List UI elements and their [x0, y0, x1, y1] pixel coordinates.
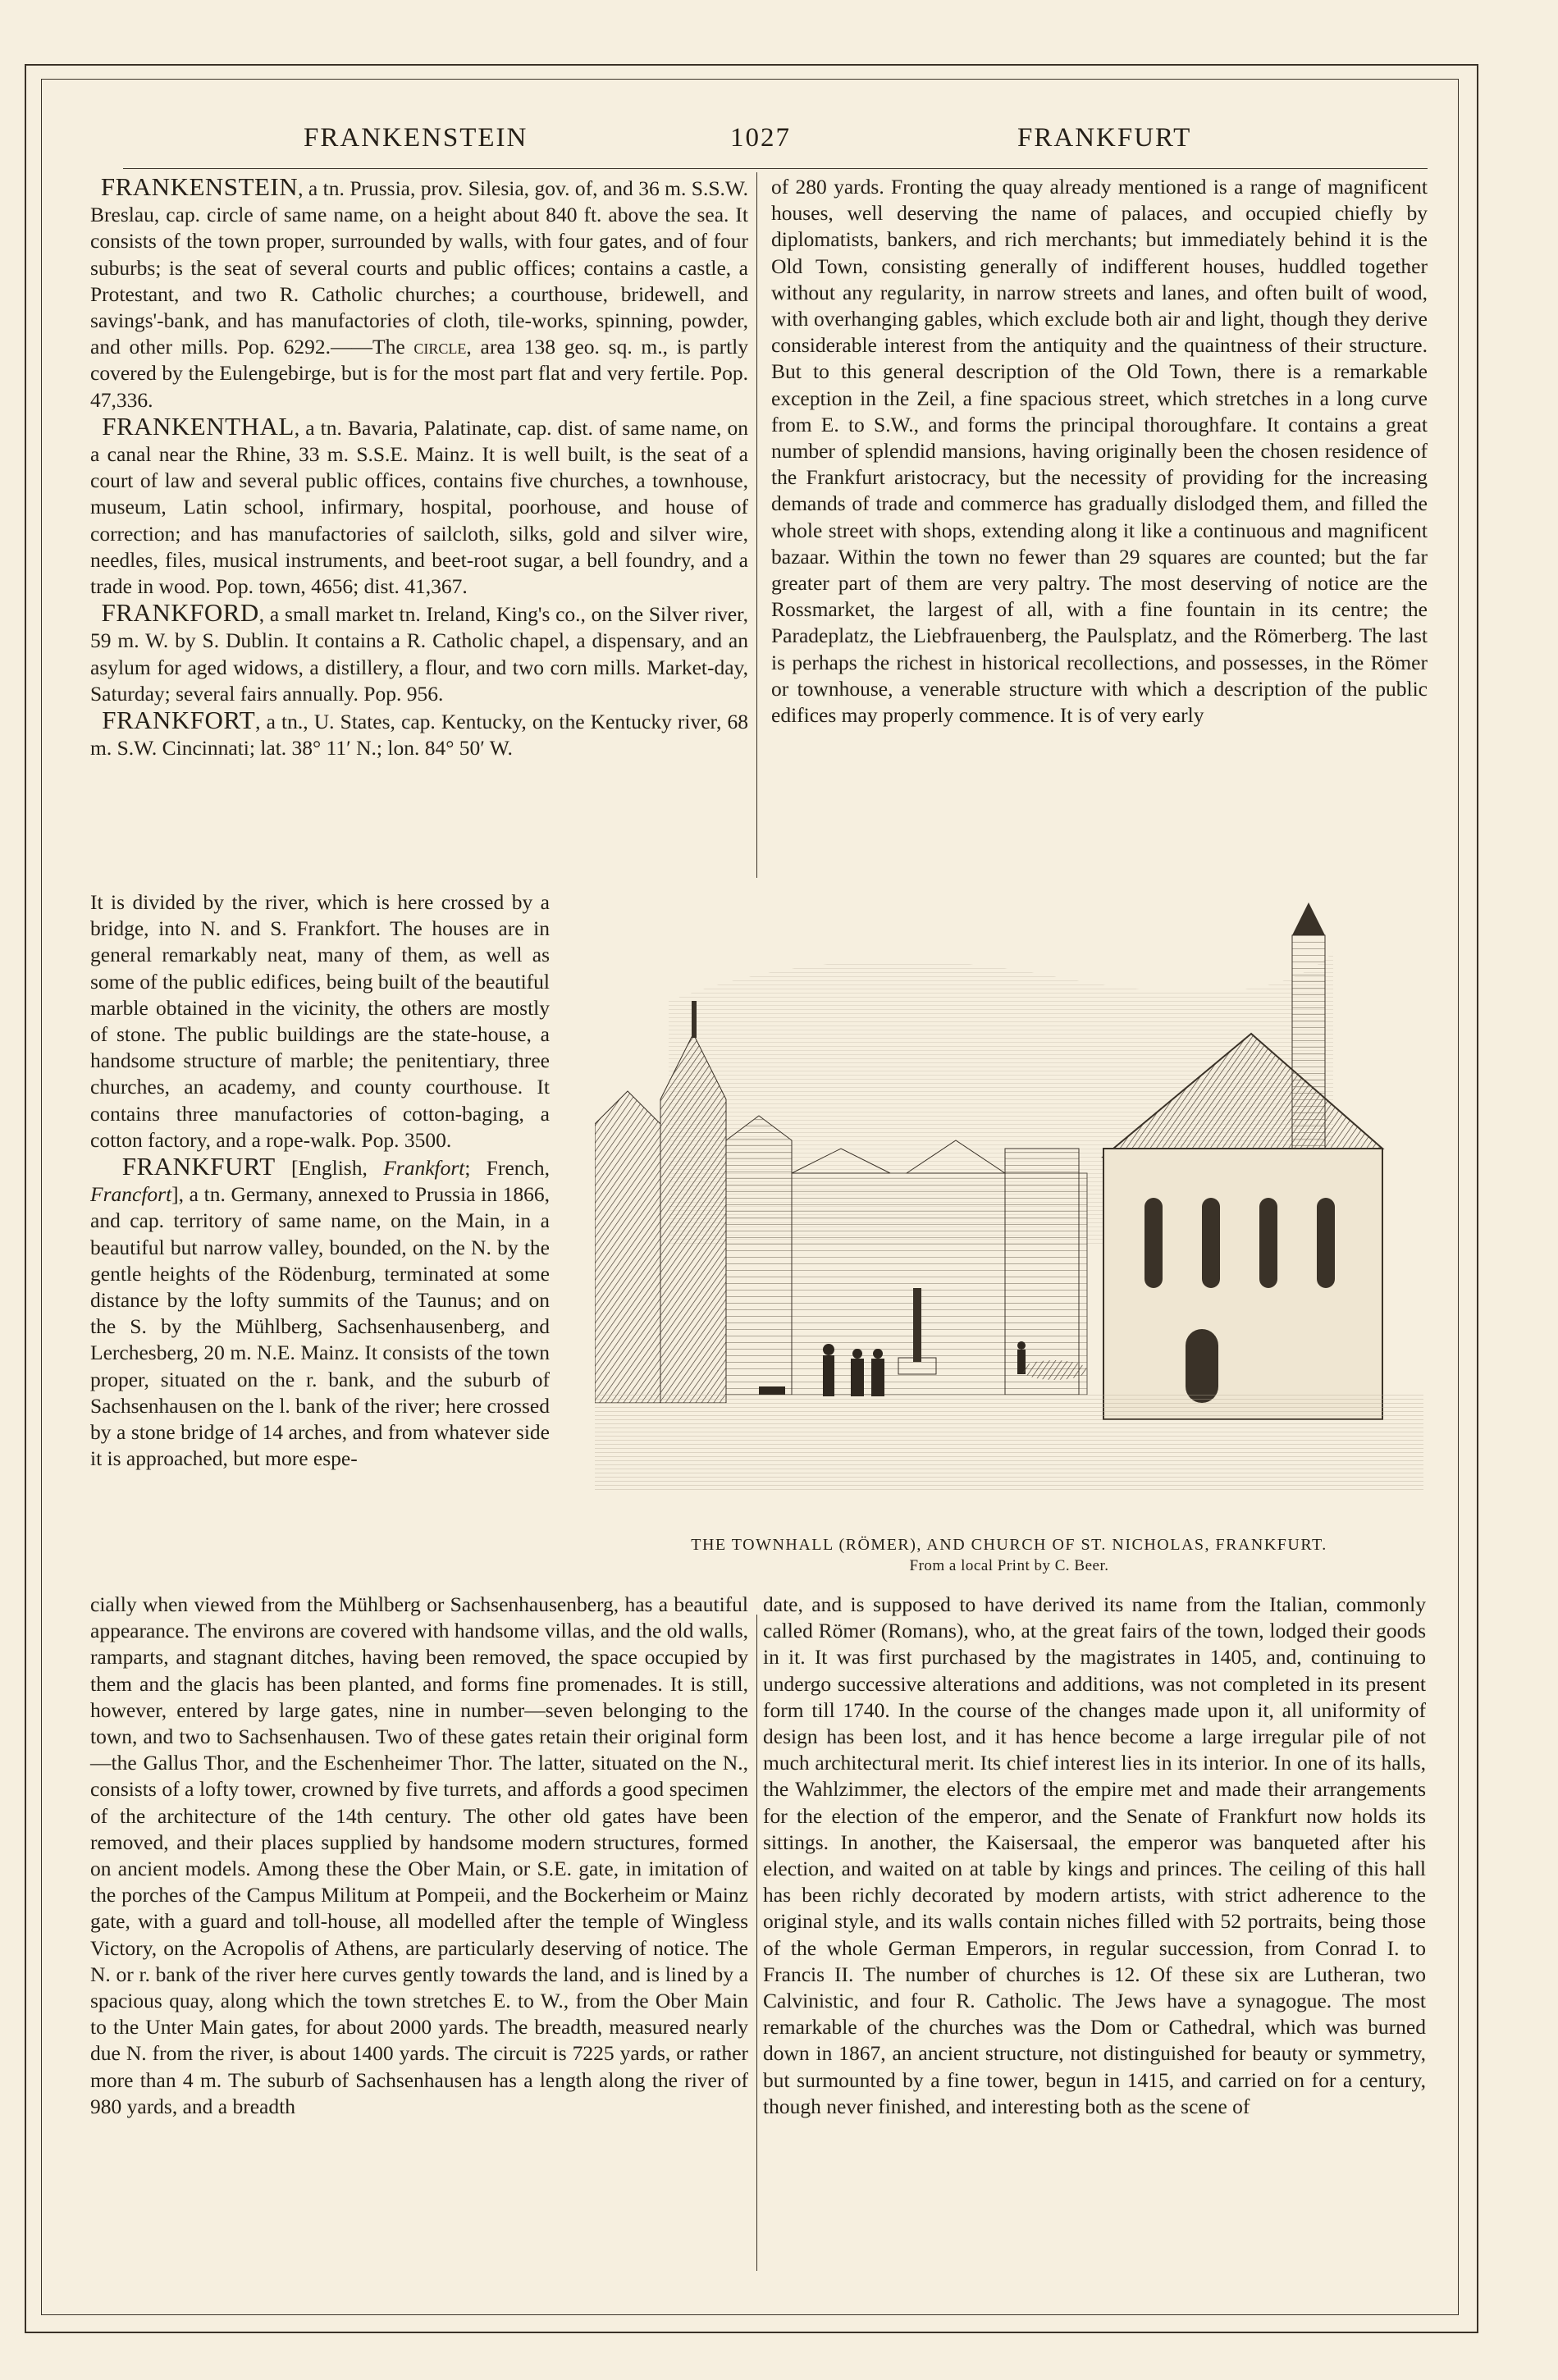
headword-frankenthal: FRANKENTHAL [102, 411, 295, 441]
headword-frankfurt: FRANKFURT [121, 1152, 276, 1181]
headword-frankenstein: FRANKENSTEIN [100, 172, 299, 201]
page-number: 1027 [730, 123, 791, 153]
entry-frankenstein [90, 174, 748, 413]
entry-text: ], a tn. Germany, annexed to Prussia in 1866, and cap. territory of same name, on the Main, in a beautiful but narrow valley, bounded, on the N. by the gentle heights of the Rödenburg, terminated at some distance by the lofty summits of the Taunus; and on the S. by the Mühlberg, Sachsenhausenberg, and Lerchesberg, 20 m. N.E. Mainz. It consists of the town proper, situated on the r. bank, and the suburb of Sachsenhausen on the l. bank of the river; here crossed by a stone bridge of 14 arches, and from whatever side it is approached, but more espe- [90, 1182, 550, 1471]
entry-frankfurt-continued: cially when viewed from the Mühlberg or Sachsenhausenberg, has a beautiful appearance. The environs are covered with handsome villas, and the old walls, ramparts, and stagnant ditches, having been removed, the space occupied by them and the glacis has been planted, and forms fine promenades. It is still, however, entered by large gates, nine in number—seven belonging to the town, and two to Sachsenhausen. Two of these gates retain their original form—the Gallus Thor, and the Eschenheimer Thor. The latter, situated on the N., consists of a lofty tower, crowned by five turrets, and affords a good specimen of the architecture of the 14th century. The other old gates have been removed, and their places supplied by handsome modern structures, formed on ancient models. Among these the Ober Main, or S.E. gate, in imitation of the porches of the Campus Militum at Pompeii, and the Bockerheim or Mainz gate, with a guard and toll-house, all modelled after the temple of Wingless Victory, on the Acropolis of Athens, are particularly deserving of notice. The N. or r. bank of the river here curves gently towards the land, and is lined by a spacious quay, along which the town stretches E. to W., from the Ober Main to the Unter Main gates, for about 2000 yards. The breadth, measured nearly due N. from the river, is about 1400 yards. The circuit is 7225 yards, or rather more than 4 m. The suburb of Sachsenhausen has a length along the river of 980 yards, and a breadth [90, 1592, 748, 2118]
italic-frankfort: Frankfort [383, 1156, 465, 1181]
left-column [90, 174, 748, 761]
column-rule-bottom [756, 1615, 757, 2271]
column-rule-top [756, 172, 757, 878]
circle-word: circle [413, 335, 467, 359]
right-column-top [771, 174, 1428, 729]
running-head-left: FRANKENSTEIN [304, 123, 528, 153]
entry-text: [English, [275, 1156, 384, 1181]
running-head [0, 123, 1558, 164]
caption-credit: From a local Print by C. Beer. [909, 1557, 1109, 1574]
entry-text: , a small market tn. Ireland, King's co., on the Silver river, 59 m. W. by S. Dublin. It contains a R. Catholic chapel, a dispensary, and an asylum for aged widows, a distillery, a flour, and two corn mills. Market-day, Saturday; several fairs annually. Pop. 956. [90, 602, 749, 706]
entry-frankfort-head [90, 707, 748, 761]
entry-text: ; French, [464, 1156, 550, 1181]
italic-francfort: Francfort [90, 1182, 172, 1207]
left-column-bottom [90, 1592, 748, 2120]
square-ground [595, 1395, 1423, 1493]
entry-text: , a tn. Bavaria, Palatinate, cap. dist. of same name, on a canal near the Rhine, 33 m. S.S.E. Mainz. It is well built, is the seat of a court of law and several public offices, contains five churches, a townhouse, museum, Latin school, infirmary, hospital, poorhouse, and house of correction; and has manufactories of sailcloth, silks, gold and silver wire, needles, files, musical instruments, and beet-root sugar, a bell foundry, and a trade in wood. Pop. town, 4656; dist. 41,367. [90, 415, 749, 599]
entry-frankfurt-right-bottom: date, and is supposed to have derived its name from the Italian, commonly called Römer (Romans), who, at the great fairs of the town, lodged their goods in it. It was first purchased by the magistrates in 1405, and, continuing to undergo successive alterations and additions, was not completed in its present form till 1740. In the course of the changes made upon it, all uniformity of design has been lost, and it has hence become a large irregular pile of not much architectural merit. Its chief interest lies in its interior. In one of its halls, the Wahlzimmer, the electors of the empire met and made their arrangements for the election of the emperor, and the Senate of Frankfurt now holds its sittings. In another, the Kaisersaal, the emperor was banqueted after his election, and waited on at table by kings and princes. The ceiling of this hall has been richly decorated by modern artists, with strict adherence to the original style, and its walls contain niches filled with 52 portraits, being those of the whole German Emperors, in regular succession, from Conrad I. to Francis II. The number of churches is 12. Of these six are Lutheran, two Calvinistic, and four R. Catholic. The Jews have a synagogue. The most remarkable of the churches was the Dom or Cathedral, which was burned down in 1867, an ancient structure, not distinguished for beauty or symmetry, but surmounted by a fine tower, begun in 1415, and carried on for a century, though never finished, and interesting both as the scene of [763, 1592, 1426, 2118]
illustration-townhall [595, 902, 1423, 1493]
entry-frankenthal [90, 413, 748, 600]
illustration-caption [624, 1534, 1395, 1577]
headword-frankfort: FRANKFORT [102, 706, 256, 735]
entry-frankfurt-head [90, 1153, 550, 1472]
entry-frankford [90, 600, 748, 707]
right-column-bottom [763, 1592, 1426, 2120]
entry-text: , a tn. Prussia, prov. Silesia, gov. of, and 36 m. S.S.W. Breslau, cap. circle of same name, on a height about 840 ft. above the sea. It consists of the town proper, surrounded by walls, with four gates, and of four suburbs; is the seat of several courts and public offices; contains a castle, a Protestant, and two R. Catholic churches; a courthouse, bridewell, and savings'-bank, and has manufactories of cloth, tile-works, spinning, powder, and other mills. Pop. 6292.——The [90, 176, 748, 359]
entry-frankfort-body: It is divided by the river, which is here crossed by a bridge, into N. and S. Frankfort. The houses are in general remarkably neat, many of them, as well as some of the public edifices, being built of the beautiful marble obtained in the vicinity, the others are mostly of stone. The public buildings are the state-house, a handsome structure of marble; the penitentiary, three churches, an academy, and county courthouse. It contains three manufactories of cotton-baging, a cotton factory, and a rope-walk. Pop. 3500. [90, 890, 550, 1152]
left-column-narrow [90, 889, 550, 1472]
caption-title: THE TOWNHALL (RÖMER), AND CHURCH OF ST. NICHOLAS, FRANKFURT. [691, 1536, 1327, 1554]
engraving-image [595, 902, 1423, 1493]
running-head-right: FRANKFURT [1017, 123, 1192, 153]
entry-frankfurt-right-top: of 280 yards. Fronting the quay already mentioned is a range of magnificent houses, well deserving the name of palaces, and occupied chiefly by diplomatists, bankers, and rich merchants; but immediately behind it is the Old Town, consisting generally of indifferent houses, huddled together without any regularity, in narrow streets and lanes, and often built of wood, with overhanging gables, which exclude both air and light, though they derive considerable interest from the antiquity and the quaintness of their structure. But to this general description of the Old Town, there is a remarkable exception in the Zeil, a fine spacious street, which stretches in a long curve from E. to S.W., and forms the principal thoroughfare. It contains a great number of splendid mansions, having originally been the chosen residence of the Frankfurt aristocracy, but the necessity of providing for the increasing demands of trade and commerce has gradually dislodged them, and filled the whole street with shops, extending along it like a continuous and magnificent bazaar. Within the town no fewer than 29 squares are counted; but the far greater part of them are very paltry. The most deserving of notice are the Rossmarket, the largest of all, with a fine fountain in its centre; the Paradeplatz, the Liebfrauenberg, the Paulsplatz, and the Römerberg. The last is perhaps the richest in historical recollections, and possesses, in the Römer or townhouse, a venerable structure with which a description of the public edifices may properly commence. It is of very early [771, 175, 1428, 728]
headword-frankford: FRANKFORD [101, 598, 259, 628]
entry-text: , a tn., U. States, cap. Kentucky, on the Kentucky river, 68 m. S.W. Cincinnati; lat. 38° 11′ N.; lon. 84° 50′ W. [90, 710, 749, 761]
header-rule [123, 168, 1428, 169]
entry-text: , area 138 geo. sq. m., is partly covered by the Eulengebirge, but is for the most part flat and very fertile. Pop. 47,336. [90, 335, 748, 412]
